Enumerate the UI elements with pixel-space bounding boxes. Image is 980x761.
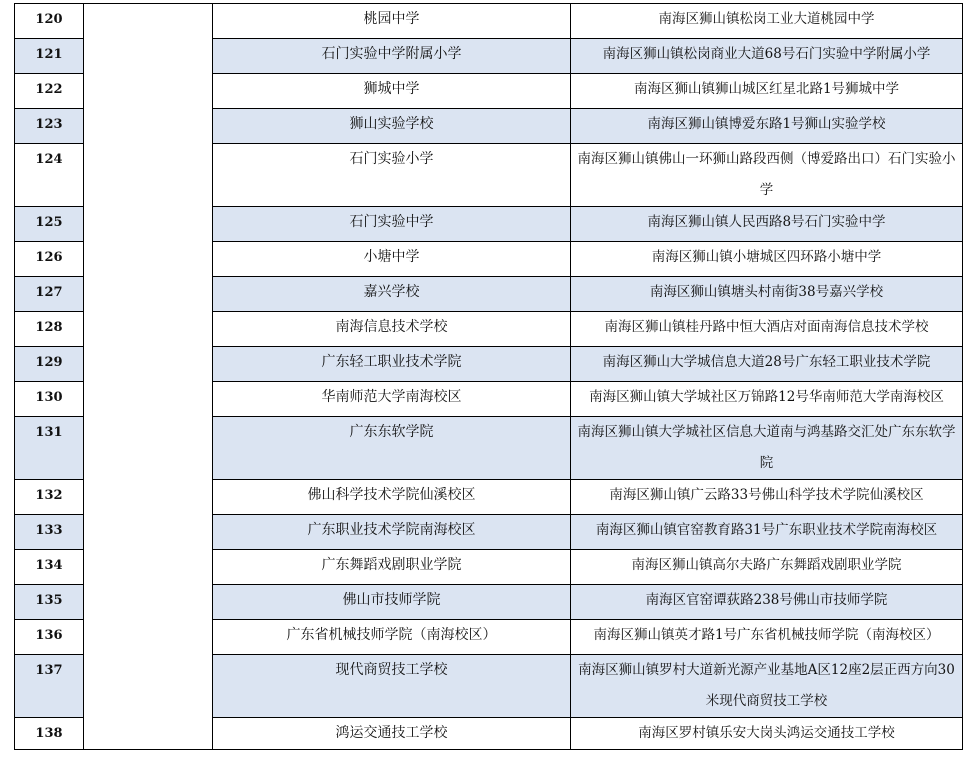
- school-address: 南海区狮山镇英才路1号广东省机械技师学院（南海校区）: [571, 620, 963, 655]
- school-address: 南海区狮山镇狮山城区红星北路1号狮城中学: [571, 74, 963, 109]
- school-address: 南海区狮山镇塘头村南街38号嘉兴学校: [571, 277, 963, 312]
- school-address: 南海区狮山镇罗村大道新光源产业基地A区12座2层正西方向30米现代商贸技工学校: [571, 655, 963, 718]
- school-address: 南海区官窑谭荻路238号佛山市技师学院: [571, 585, 963, 620]
- row-number: 134: [15, 550, 84, 585]
- school-address: 南海区狮山大学城信息大道28号广东轻工职业技术学院: [571, 347, 963, 382]
- row-number: 125: [15, 207, 84, 242]
- school-name: 广东省机械技师学院（南海校区）: [213, 620, 571, 655]
- merged-blank-cell: [84, 4, 213, 750]
- school-address: 南海区狮山镇佛山一环狮山路段西侧（博爱路出口）石门实验小学: [571, 144, 963, 207]
- row-number: 131: [15, 417, 84, 480]
- school-name: 鸿运交通技工学校: [213, 718, 571, 750]
- school-name: 南海信息技术学校: [213, 312, 571, 347]
- row-number: 122: [15, 74, 84, 109]
- school-address: 南海区狮山镇松岗工业大道桃园中学: [571, 4, 963, 39]
- school-address: 南海区狮山镇官窑教育路31号广东职业技术学院南海校区: [571, 515, 963, 550]
- school-name: 广东舞蹈戏剧职业学院: [213, 550, 571, 585]
- row-number: 120: [15, 4, 84, 39]
- school-address-table: [14, 3, 963, 750]
- school-name: 狮城中学: [213, 74, 571, 109]
- school-address: 南海区狮山镇桂丹路中恒大酒店对面南海信息技术学校: [571, 312, 963, 347]
- row-number: 129: [15, 347, 84, 382]
- school-name: 石门实验中学: [213, 207, 571, 242]
- row-number: 126: [15, 242, 84, 277]
- school-address: 南海区狮山镇博爱东路1号狮山实验学校: [571, 109, 963, 144]
- school-address: 南海区狮山镇人民西路8号石门实验中学: [571, 207, 963, 242]
- school-name: 桃园中学: [213, 4, 571, 39]
- school-address: 南海区狮山镇大学城社区信息大道南与鸿基路交汇处广东东软学院: [571, 417, 963, 480]
- school-name: 广东轻工职业技术学院: [213, 347, 571, 382]
- row-number: 132: [15, 480, 84, 515]
- school-name: 广东职业技术学院南海校区: [213, 515, 571, 550]
- school-address: 南海区罗村镇乐安大岗头鸿运交通技工学校: [571, 718, 963, 750]
- school-name: 小塘中学: [213, 242, 571, 277]
- school-name: 石门实验中学附属小学: [213, 39, 571, 74]
- school-address: 南海区狮山镇广云路33号佛山科学技术学院仙溪校区: [571, 480, 963, 515]
- school-name: 广东东软学院: [213, 417, 571, 480]
- row-number: 138: [15, 718, 84, 750]
- school-address: 南海区狮山镇大学城社区万锦路12号华南师范大学南海校区: [571, 382, 963, 417]
- row-number: 128: [15, 312, 84, 347]
- school-name: 嘉兴学校: [213, 277, 571, 312]
- school-name: 石门实验小学: [213, 144, 571, 207]
- school-address: 南海区狮山镇高尔夫路广东舞蹈戏剧职业学院: [571, 550, 963, 585]
- school-address: 南海区狮山镇松岗商业大道68号石门实验中学附属小学: [571, 39, 963, 74]
- school-name: 佛山科学技术学院仙溪校区: [213, 480, 571, 515]
- school-name: 狮山实验学校: [213, 109, 571, 144]
- row-number: 121: [15, 39, 84, 74]
- row-number: 130: [15, 382, 84, 417]
- row-number: 135: [15, 585, 84, 620]
- school-name: 佛山市技师学院: [213, 585, 571, 620]
- row-number: 136: [15, 620, 84, 655]
- row-number: 124: [15, 144, 84, 207]
- row-number: 137: [15, 655, 84, 718]
- table-row: [15, 4, 963, 39]
- school-name: 现代商贸技工学校: [213, 655, 571, 718]
- school-address: 南海区狮山镇小塘城区四环路小塘中学: [571, 242, 963, 277]
- row-number: 123: [15, 109, 84, 144]
- school-name: 华南师范大学南海校区: [213, 382, 571, 417]
- row-number: 133: [15, 515, 84, 550]
- row-number: 127: [15, 277, 84, 312]
